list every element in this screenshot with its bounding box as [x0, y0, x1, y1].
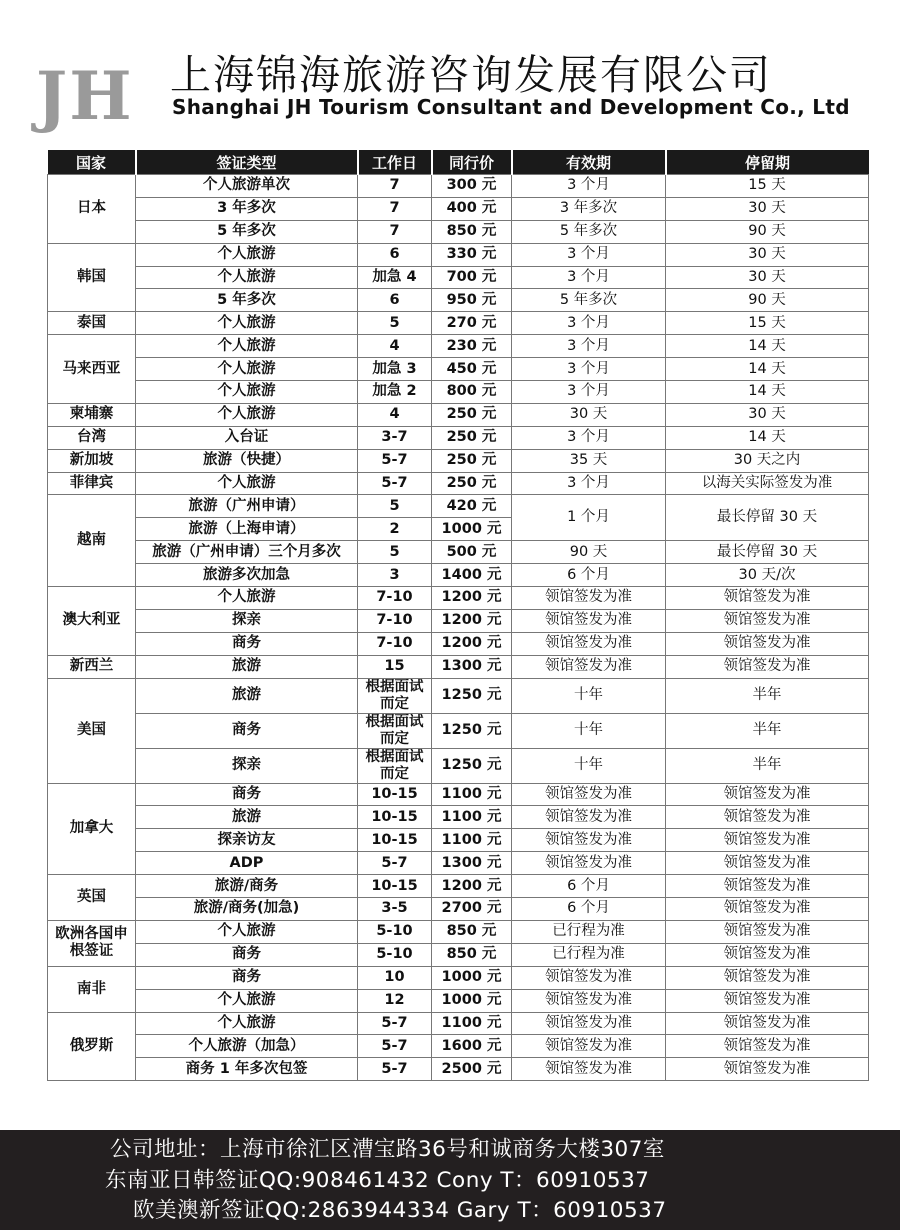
- visa-type-cell: 个人旅游（加急）: [136, 1035, 358, 1058]
- table-row: [48, 783, 869, 806]
- stay-cell: 30 天: [666, 403, 869, 426]
- visa-type-cell: 探亲访友: [136, 829, 358, 852]
- price-cell: 850 元: [432, 943, 512, 966]
- validity-cell: 领馆签发为准: [512, 989, 666, 1012]
- table-row: [48, 943, 869, 966]
- header-workdays: 工作日: [358, 150, 432, 175]
- country-cell: 美国: [48, 678, 136, 783]
- stay-cell: 领馆签发为准: [666, 632, 869, 655]
- company-name-en: Shanghai JH Tourism Consultant and Development Co., Ltd: [172, 95, 850, 119]
- stay-cell: 领馆签发为准: [666, 1058, 869, 1081]
- workdays-cell: 5-7: [358, 852, 432, 875]
- country-cell: 柬埔寨: [48, 403, 136, 426]
- validity-cell: 3 个月: [512, 266, 666, 289]
- validity-cell: 十年: [512, 748, 666, 783]
- table-row: [48, 713, 869, 748]
- visa-type-cell: 个人旅游: [136, 472, 358, 495]
- price-cell: 400 元: [432, 197, 512, 220]
- visa-type-cell: 旅游（广州申请）: [136, 495, 358, 518]
- company-logo: JH: [36, 57, 134, 135]
- price-cell: 800 元: [432, 381, 512, 404]
- workdays-cell: 5: [358, 312, 432, 335]
- header-price: 同行价: [432, 150, 512, 175]
- table-row: [48, 564, 869, 587]
- stay-cell: 14 天: [666, 358, 869, 381]
- workdays-cell: 10-15: [358, 806, 432, 829]
- price-cell: 1200 元: [432, 632, 512, 655]
- visa-type-cell: ADP: [136, 852, 358, 875]
- country-cell: 马来西亚: [48, 335, 136, 404]
- table-row: [48, 495, 869, 518]
- header-validity: 有效期: [512, 150, 666, 175]
- table-row: [48, 335, 869, 358]
- price-cell: 250 元: [432, 449, 512, 472]
- price-cell: 250 元: [432, 426, 512, 449]
- stay-cell: 领馆签发为准: [666, 898, 869, 921]
- stay-cell: 领馆签发为准: [666, 783, 869, 806]
- visa-type-cell: 个人旅游: [136, 358, 358, 381]
- validity-cell: 3 个月: [512, 243, 666, 266]
- validity-cell: 5 年多次: [512, 289, 666, 312]
- table-row: [48, 220, 869, 243]
- price-cell: 1100 元: [432, 1012, 512, 1035]
- stay-cell: 领馆签发为准: [666, 655, 869, 678]
- workdays-cell: 根据面试而定: [358, 713, 432, 748]
- table-row: [48, 197, 869, 220]
- country-cell: 新加坡: [48, 449, 136, 472]
- stay-cell: 14 天: [666, 335, 869, 358]
- workdays-cell: 5-10: [358, 920, 432, 943]
- stay-cell: 30 天: [666, 266, 869, 289]
- workdays-cell: 4: [358, 335, 432, 358]
- table-row: [48, 989, 869, 1012]
- table-row: [48, 748, 869, 783]
- header-stay: 停留期: [666, 150, 869, 175]
- workdays-cell: 10-15: [358, 783, 432, 806]
- visa-type-cell: 商务: [136, 632, 358, 655]
- table-row: [48, 852, 869, 875]
- validity-cell: 领馆签发为准: [512, 829, 666, 852]
- workdays-cell: 3-5: [358, 898, 432, 921]
- price-cell: 1000 元: [432, 989, 512, 1012]
- workdays-cell: 7: [358, 197, 432, 220]
- workdays-cell: 根据面试而定: [358, 678, 432, 713]
- price-cell: 450 元: [432, 358, 512, 381]
- workdays-cell: 4: [358, 403, 432, 426]
- visa-type-cell: 旅游/商务: [136, 875, 358, 898]
- price-cell: 950 元: [432, 289, 512, 312]
- price-cell: 1100 元: [432, 806, 512, 829]
- validity-cell: 35 天: [512, 449, 666, 472]
- table-row: [48, 243, 869, 266]
- table-row: [48, 266, 869, 289]
- workdays-cell: 5-10: [358, 943, 432, 966]
- workdays-cell: 加急 4: [358, 266, 432, 289]
- visa-type-cell: 个人旅游: [136, 1012, 358, 1035]
- workdays-cell: 10-15: [358, 829, 432, 852]
- validity-cell: 3 个月: [512, 358, 666, 381]
- price-cell: 1200 元: [432, 875, 512, 898]
- table-row: [48, 289, 869, 312]
- workdays-cell: 加急 2: [358, 381, 432, 404]
- company-address: 公司地址：上海市徐汇区漕宝路36号和诚商务大楼307室: [110, 1137, 665, 1162]
- company-name-cn: 上海锦海旅游咨询发展有限公司: [170, 51, 772, 99]
- country-cell: 泰国: [48, 312, 136, 335]
- stay-cell: 半年: [666, 748, 869, 783]
- price-cell: 2500 元: [432, 1058, 512, 1081]
- stay-cell: 最长停留 30 天: [666, 495, 869, 541]
- validity-cell: 已行程为准: [512, 920, 666, 943]
- table-row: [48, 472, 869, 495]
- price-cell: 1250 元: [432, 678, 512, 713]
- validity-cell: 领馆签发为准: [512, 852, 666, 875]
- footer-contact: [0, 1130, 900, 1230]
- price-cell: 250 元: [432, 472, 512, 495]
- stay-cell: 15 天: [666, 312, 869, 335]
- workdays-cell: 5-7: [358, 449, 432, 472]
- price-cell: 270 元: [432, 312, 512, 335]
- visa-type-cell: 个人旅游单次: [136, 175, 358, 198]
- price-cell: 1100 元: [432, 783, 512, 806]
- header: [0, 0, 900, 145]
- country-cell: 英国: [48, 875, 136, 921]
- table-row: [48, 381, 869, 404]
- country-cell: 俄罗斯: [48, 1012, 136, 1081]
- country-cell: 新西兰: [48, 655, 136, 678]
- table-row: [48, 358, 869, 381]
- country-cell: 加拿大: [48, 783, 136, 875]
- stay-cell: 14 天: [666, 426, 869, 449]
- header-visa-type: 签证类型: [136, 150, 358, 175]
- stay-cell: 领馆签发为准: [666, 587, 869, 610]
- table-row: [48, 1058, 869, 1081]
- visa-type-cell: 3 年多次: [136, 197, 358, 220]
- visa-type-cell: 商务: [136, 783, 358, 806]
- table-row: [48, 875, 869, 898]
- visa-type-cell: 个人旅游: [136, 403, 358, 426]
- stay-cell: 领馆签发为准: [666, 609, 869, 632]
- validity-cell: 3 年多次: [512, 197, 666, 220]
- visa-type-cell: 探亲: [136, 609, 358, 632]
- visa-type-cell: 商务: [136, 713, 358, 748]
- stay-cell: 15 天: [666, 175, 869, 198]
- table-row: [48, 1035, 869, 1058]
- visa-type-cell: 旅游（上海申请）: [136, 518, 358, 541]
- stay-cell: 最长停留 30 天: [666, 541, 869, 564]
- validity-cell: 领馆签发为准: [512, 783, 666, 806]
- price-cell: 1250 元: [432, 748, 512, 783]
- price-cell: 1200 元: [432, 609, 512, 632]
- stay-cell: 领馆签发为准: [666, 1035, 869, 1058]
- price-cell: 2700 元: [432, 898, 512, 921]
- workdays-cell: 6: [358, 289, 432, 312]
- visa-type-cell: 旅游（快捷）: [136, 449, 358, 472]
- country-cell: 台湾: [48, 426, 136, 449]
- visa-type-cell: 旅游: [136, 678, 358, 713]
- table-row: [48, 632, 869, 655]
- workdays-cell: 10: [358, 966, 432, 989]
- price-cell: 230 元: [432, 335, 512, 358]
- table-row: [48, 678, 869, 713]
- validity-cell: 领馆签发为准: [512, 655, 666, 678]
- validity-cell: 3 个月: [512, 472, 666, 495]
- country-cell: 欧洲各国申根签证: [48, 920, 136, 966]
- validity-cell: 6 个月: [512, 564, 666, 587]
- price-cell: 1300 元: [432, 852, 512, 875]
- validity-cell: 领馆签发为准: [512, 1058, 666, 1081]
- price-cell: 300 元: [432, 175, 512, 198]
- validity-cell: 1 个月: [512, 495, 666, 541]
- validity-cell: 十年: [512, 713, 666, 748]
- visa-type-cell: 旅游: [136, 655, 358, 678]
- table-row: [48, 1012, 869, 1035]
- stay-cell: 90 天: [666, 289, 869, 312]
- workdays-cell: 5: [358, 541, 432, 564]
- workdays-cell: 加急 3: [358, 358, 432, 381]
- stay-cell: 领馆签发为准: [666, 829, 869, 852]
- stay-cell: 90 天: [666, 220, 869, 243]
- table-row: [48, 426, 869, 449]
- validity-cell: 已行程为准: [512, 943, 666, 966]
- stay-cell: 半年: [666, 713, 869, 748]
- visa-type-cell: 旅游/商务(加急): [136, 898, 358, 921]
- visa-type-cell: 入台证: [136, 426, 358, 449]
- validity-cell: 6 个月: [512, 898, 666, 921]
- visa-type-cell: 旅游多次加急: [136, 564, 358, 587]
- visa-type-cell: 个人旅游: [136, 920, 358, 943]
- price-cell: 1200 元: [432, 587, 512, 610]
- table-row: [48, 920, 869, 943]
- workdays-cell: 5-7: [358, 472, 432, 495]
- validity-cell: 90 天: [512, 541, 666, 564]
- validity-cell: 3 个月: [512, 426, 666, 449]
- table-row: [48, 175, 869, 198]
- table-row: [48, 655, 869, 678]
- table-row: [48, 966, 869, 989]
- visa-type-cell: 个人旅游: [136, 989, 358, 1012]
- table-header-row: [48, 150, 869, 175]
- country-cell: 菲律宾: [48, 472, 136, 495]
- stay-cell: 领馆签发为准: [666, 1012, 869, 1035]
- table-row: [48, 587, 869, 610]
- visa-type-cell: 个人旅游: [136, 381, 358, 404]
- country-cell: 南非: [48, 966, 136, 1012]
- validity-cell: 6 个月: [512, 875, 666, 898]
- visa-type-cell: 个人旅游: [136, 587, 358, 610]
- price-cell: 420 元: [432, 495, 512, 518]
- validity-cell: 30 天: [512, 403, 666, 426]
- workdays-cell: 根据面试而定: [358, 748, 432, 783]
- table-body: [48, 175, 869, 1081]
- workdays-cell: 7-10: [358, 632, 432, 655]
- visa-type-cell: 商务: [136, 966, 358, 989]
- workdays-cell: 10-15: [358, 875, 432, 898]
- validity-cell: 十年: [512, 678, 666, 713]
- validity-cell: 领馆签发为准: [512, 632, 666, 655]
- visa-type-cell: 个人旅游: [136, 243, 358, 266]
- price-cell: 850 元: [432, 220, 512, 243]
- workdays-cell: 3: [358, 564, 432, 587]
- stay-cell: 30 天: [666, 197, 869, 220]
- stay-cell: 30 天之内: [666, 449, 869, 472]
- table-row: [48, 541, 869, 564]
- visa-type-cell: 旅游: [136, 806, 358, 829]
- stay-cell: 14 天: [666, 381, 869, 404]
- validity-cell: 3 个月: [512, 175, 666, 198]
- validity-cell: 领馆签发为准: [512, 1035, 666, 1058]
- workdays-cell: 7: [358, 220, 432, 243]
- workdays-cell: 3-7: [358, 426, 432, 449]
- price-cell: 330 元: [432, 243, 512, 266]
- validity-cell: 领馆签发为准: [512, 609, 666, 632]
- country-cell: 越南: [48, 495, 136, 587]
- table-row: [48, 829, 869, 852]
- country-cell: 澳大利亚: [48, 587, 136, 656]
- contact-west: 欧美澳新签证QQ:2863944334 Gary T：60910537: [133, 1198, 667, 1223]
- workdays-cell: 7-10: [358, 587, 432, 610]
- stay-cell: 半年: [666, 678, 869, 713]
- stay-cell: 领馆签发为准: [666, 852, 869, 875]
- price-cell: 1300 元: [432, 655, 512, 678]
- country-cell: 日本: [48, 175, 136, 244]
- workdays-cell: 7-10: [358, 609, 432, 632]
- visa-type-cell: 探亲: [136, 748, 358, 783]
- price-cell: 1000 元: [432, 966, 512, 989]
- stay-cell: 30 天/次: [666, 564, 869, 587]
- table-row: [48, 312, 869, 335]
- stay-cell: 以海关实际签发为准: [666, 472, 869, 495]
- stay-cell: 30 天: [666, 243, 869, 266]
- table-row: [48, 806, 869, 829]
- visa-type-cell: 个人旅游: [136, 312, 358, 335]
- price-cell: 1250 元: [432, 713, 512, 748]
- stay-cell: 领馆签发为准: [666, 943, 869, 966]
- visa-type-cell: 个人旅游: [136, 335, 358, 358]
- stay-cell: 领馆签发为准: [666, 875, 869, 898]
- country-cell: 韩国: [48, 243, 136, 312]
- validity-cell: 3 个月: [512, 312, 666, 335]
- workdays-cell: 12: [358, 989, 432, 1012]
- visa-type-cell: 5 年多次: [136, 289, 358, 312]
- visa-type-cell: 商务 1 年多次包签: [136, 1058, 358, 1081]
- visa-price-table: [47, 150, 869, 1081]
- contact-asia: 东南亚日韩签证QQ:908461432 Cony T：60910537: [105, 1168, 650, 1193]
- price-cell: 250 元: [432, 403, 512, 426]
- validity-cell: 领馆签发为准: [512, 966, 666, 989]
- visa-type-cell: 5 年多次: [136, 220, 358, 243]
- stay-cell: 领馆签发为准: [666, 920, 869, 943]
- visa-type-cell: 旅游（广州申请）三个月多次: [136, 541, 358, 564]
- stay-cell: 领馆签发为准: [666, 966, 869, 989]
- validity-cell: 3 个月: [512, 381, 666, 404]
- validity-cell: 5 年多次: [512, 220, 666, 243]
- validity-cell: 领馆签发为准: [512, 587, 666, 610]
- table-row: [48, 403, 869, 426]
- stay-cell: 领馆签发为准: [666, 806, 869, 829]
- visa-type-cell: 商务: [136, 943, 358, 966]
- table-row: [48, 898, 869, 921]
- workdays-cell: 5-7: [358, 1035, 432, 1058]
- validity-cell: 领馆签发为准: [512, 806, 666, 829]
- workdays-cell: 5: [358, 495, 432, 518]
- header-country: 国家: [48, 150, 136, 175]
- price-cell: 1100 元: [432, 829, 512, 852]
- workdays-cell: 2: [358, 518, 432, 541]
- workdays-cell: 5-7: [358, 1012, 432, 1035]
- price-cell: 850 元: [432, 920, 512, 943]
- workdays-cell: 15: [358, 655, 432, 678]
- price-cell: 700 元: [432, 266, 512, 289]
- stay-cell: 领馆签发为准: [666, 989, 869, 1012]
- price-cell: 1000 元: [432, 518, 512, 541]
- workdays-cell: 7: [358, 175, 432, 198]
- validity-cell: 3 个月: [512, 335, 666, 358]
- price-cell: 1400 元: [432, 564, 512, 587]
- workdays-cell: 5-7: [358, 1058, 432, 1081]
- validity-cell: 领馆签发为准: [512, 1012, 666, 1035]
- price-cell: 1600 元: [432, 1035, 512, 1058]
- table-row: [48, 609, 869, 632]
- price-cell: 500 元: [432, 541, 512, 564]
- table-row: [48, 449, 869, 472]
- workdays-cell: 6: [358, 243, 432, 266]
- visa-type-cell: 个人旅游: [136, 266, 358, 289]
